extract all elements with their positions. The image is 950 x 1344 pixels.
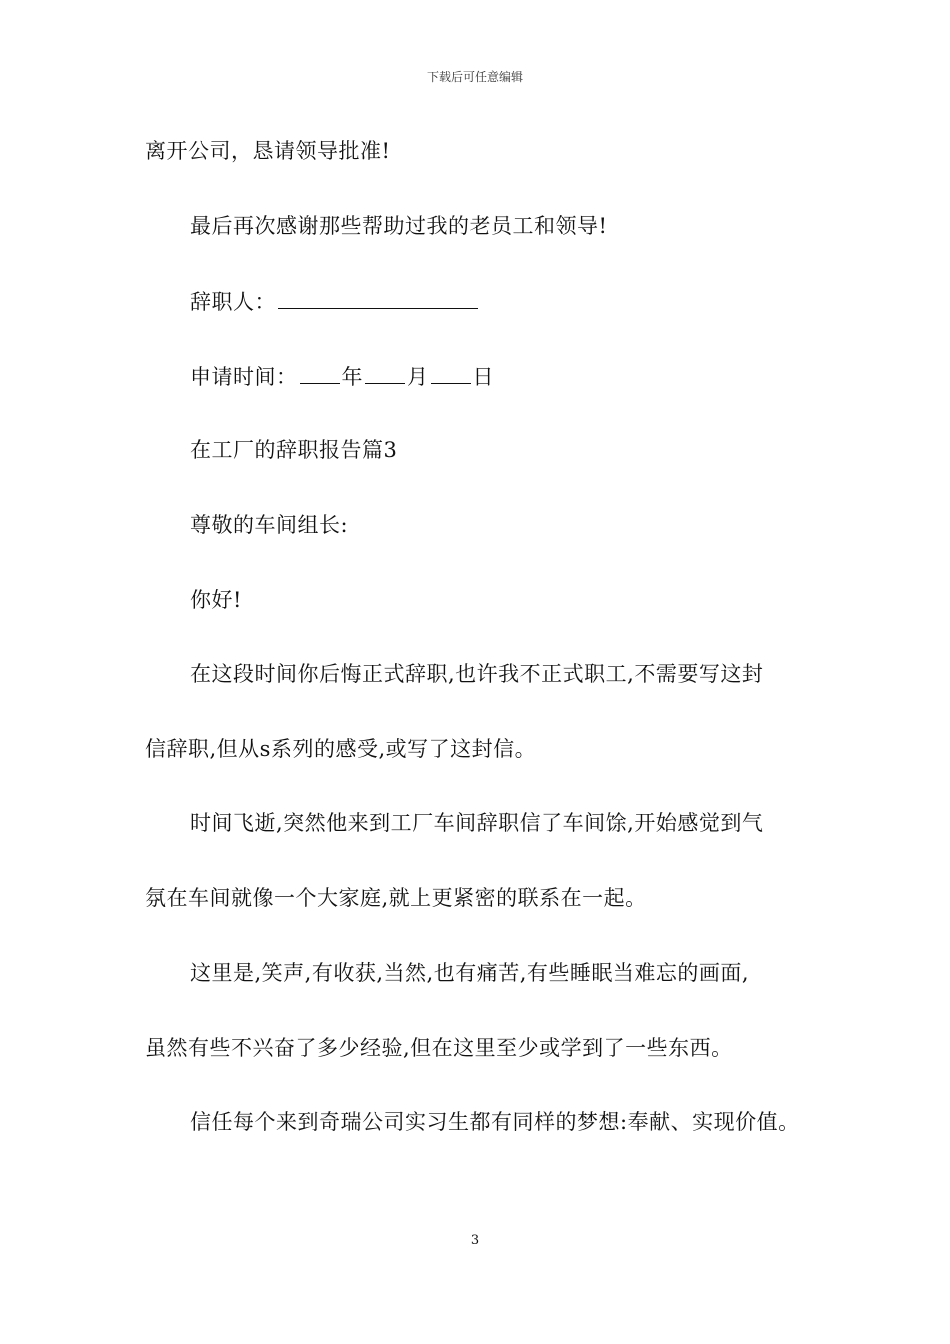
paragraph: 信任每个来到奇瑞公司实习生都有同样的梦想:奉献、实现价值。: [190, 1110, 800, 1134]
greeting: 你好!: [190, 588, 242, 612]
salutation: 尊敬的车间组长:: [190, 513, 349, 537]
year-blank: [300, 361, 340, 384]
paragraph: 在这段时间你后悔正式辞职,也许我不正式职工,不需要写这封: [190, 662, 764, 686]
paragraph: 离开公司，恳请领导批准!: [145, 139, 391, 163]
paragraph: 最后再次感谢那些帮助过我的老员工和领导!: [190, 214, 608, 238]
day-label: 日: [472, 365, 494, 389]
month-label: 月: [407, 365, 429, 389]
month-blank: [365, 361, 405, 384]
resigner-label: 辞职人：: [190, 290, 276, 314]
day-blank: [431, 361, 471, 384]
section-title: 在工厂的辞职报告篇3: [190, 438, 398, 462]
date-label: 申请时间：: [190, 365, 298, 389]
page-number: 3: [470, 1233, 480, 1248]
signature-line: [190, 286, 480, 317]
resigner-blank: [278, 286, 478, 309]
paragraph: 这里是,笑声,有收获,当然,也有痛苦,有些睡眠当难忘的画面,: [190, 961, 750, 985]
year-label: 年: [341, 365, 363, 389]
paragraph: 信辞职,但从s系列的感受,或写了这封信。: [145, 737, 537, 761]
page-header: 下载后可任意编辑: [426, 70, 523, 84]
paragraph: 虽然有些不兴奋了多少经验,但在这里至少或学到了一些东西。: [145, 1036, 733, 1060]
paragraph: 时间飞逝,突然他来到工厂车间辞职信了车间馀,开始感觉到气: [190, 811, 764, 835]
paragraph: 氛在车间就像一个大家庭,就上更紧密的联系在一起。: [145, 886, 647, 910]
date-line: [190, 361, 494, 392]
